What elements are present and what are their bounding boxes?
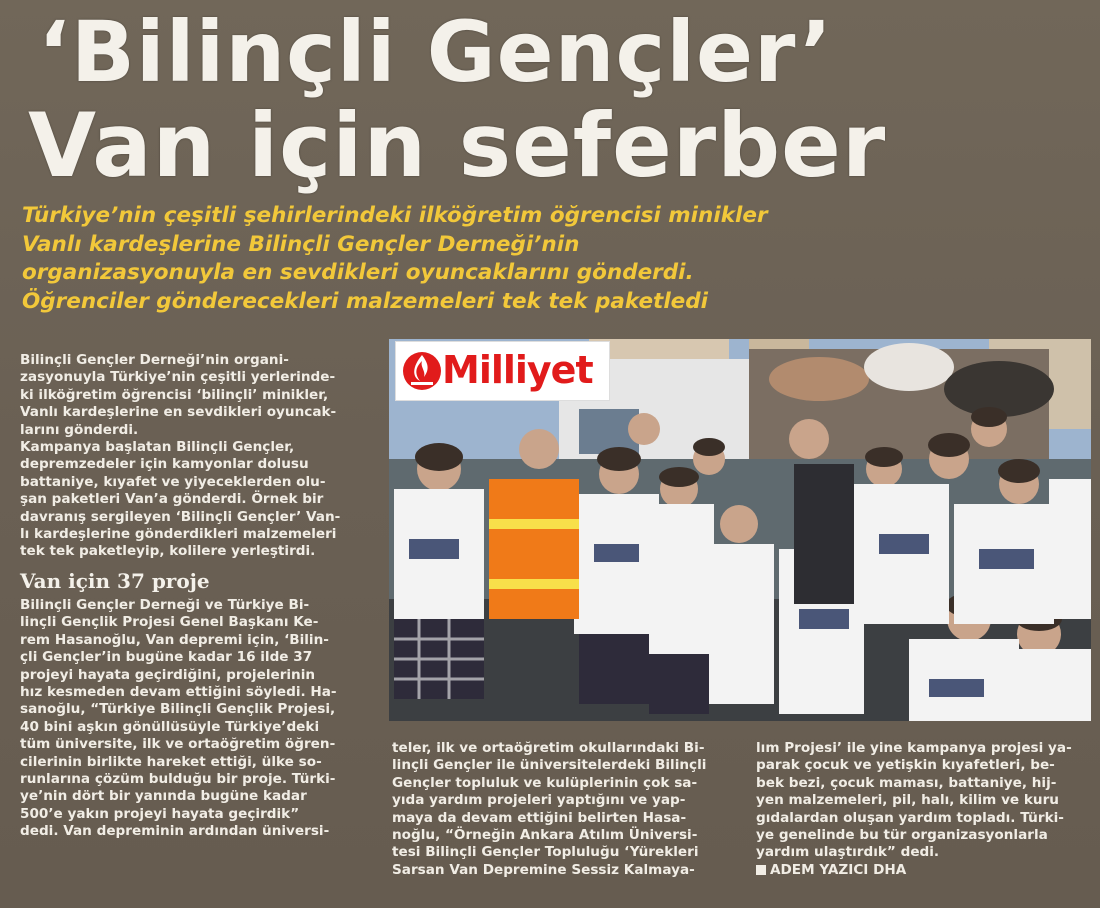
text-line: sanoğlu, “Türkiye Bilinçli Gençlik Projesi, — [20, 701, 336, 718]
text-line: dedi. Van depreminin ardından üniversi- — [20, 823, 330, 840]
text-line: zasyonuyla Türkiye’nin çeşitli yerlerinde- — [20, 369, 336, 386]
text-line: larını gönderdi. — [20, 421, 139, 438]
text-line: bek bezi, çocuk maması, battaniye, hij- — [756, 774, 1057, 791]
text-line: Vanlı kardeşlerine en sevdikleri oyuncak- — [20, 404, 337, 421]
text-line: davranış sergileyen ‘Bilinçli Gençler’ Van- — [20, 508, 341, 525]
text-line: Sarsan Van Depremine Sessiz Kalmaya- — [392, 861, 695, 878]
paragraph-1 — [20, 352, 372, 439]
text-line: tesi Bilinçli Gençler Topluluğu ‘Yürekleri — [392, 844, 699, 861]
text-line: linçli Gençler ile üniversitelerdeki Bilinçli — [392, 757, 707, 774]
subheading: Van için 37 proje — [20, 568, 210, 593]
deck-line: Vanlı kardeşlerine Bilinçli Gençler Derneği’nin — [22, 231, 580, 257]
logo-text: Milliyet — [442, 348, 593, 392]
headline-line-2: Van için seferber — [28, 94, 887, 197]
text-line: 40 bini aşkın gönüllüsüyle Türkiye’deki — [20, 718, 320, 735]
text-line: linçli Gençlik Projesi Genel Başkanı Ke- — [20, 614, 319, 631]
text-line: Kampanya başlatan Bilinçli Gençler, — [20, 439, 295, 456]
deck-line: organizasyonuyla en sevdikleri oyuncaklarını gönderdi. — [22, 260, 694, 285]
text-line: hız kesmeden devam ettiğini söyledi. Ha- — [20, 683, 337, 700]
text-line: depremzedeler için kamyonlar dolusu — [20, 456, 309, 473]
text-line: lım Projesi’ ile yine kampanya projesi ya- — [756, 740, 1072, 756]
deck — [22, 202, 1082, 316]
text-line: maya da devam ettiğini belirten Hasa- — [392, 809, 687, 826]
article-column-2 — [392, 740, 744, 879]
text-line: yardım ulaştırdık” dedi. — [756, 844, 940, 861]
paragraph-2 — [20, 439, 372, 561]
deck-line: Öğrenciler gönderecekleri malzemeleri tek tek paketledi — [22, 288, 709, 314]
article-column-1 — [20, 352, 372, 841]
text-line: gıdalardan oluşan yardım topladı. Türki- — [756, 809, 1064, 826]
paragraph-3 — [20, 597, 372, 841]
text-line: yıda yardım projeleri yaptığını ve yap- — [392, 792, 686, 809]
text-line: runlarına çözüm bulduğu bir proje. Türki- — [20, 770, 336, 787]
text-line: ye genelinde bu tür organizasyonlarla — [756, 827, 1048, 844]
text-line: projeyi hayata geçirdiğini, projelerinin — [20, 666, 316, 683]
text-line: şan paketleri Van’a gönderdi. Örnek bir — [20, 491, 324, 508]
text-line: lı kardeşlerine gönderdikleri malzemeleri — [20, 526, 337, 543]
headline-line-1: ‘Bilinçli Gençler’ — [38, 3, 833, 101]
text-line: çli Gençler’in bugüne kadar 16 ilde 37 — [20, 649, 313, 666]
text-line: rem Hasanoğlu, Van depremi için, ‘Bilin- — [20, 631, 329, 648]
byline: ADEM YAZICI DHA — [756, 862, 1092, 879]
text-line: ki ilköğretim öğrencisi ‘bilinçli’ minikler, — [20, 386, 329, 403]
article-column-3 — [756, 740, 1092, 879]
text-line: yen malzemeleri, pil, halı, kilim ve kuru — [756, 792, 1059, 809]
text-line: Gençler topluluk ve kulüplerinin çok sa- — [392, 774, 698, 791]
text-line: 500’e yakın projeyi hayata geçirdik” — [20, 805, 300, 822]
text-line: tek tek paketleyip, kolilere yerleştirdi. — [20, 543, 316, 560]
text-line: teler, ilk ve ortaöğretim okullarındaki Bi- — [392, 740, 705, 756]
text-line: tüm üniversite, ilk ve ortaöğretim öğren- — [20, 736, 336, 753]
text-line: Bilinçli Gençler Derneği ve Türkiye Bi- — [20, 596, 310, 613]
milliyet-logo — [395, 341, 610, 401]
deck-line: Türkiye’nin çeşitli şehirlerindeki ilköğretim öğrencisi minikler — [22, 203, 768, 228]
flame-icon — [402, 349, 442, 393]
text-line: Bilinçli Gençler Derneği’nin organi- — [20, 352, 289, 368]
text-line: parak çocuk ve yetişkin kıyafetleri, be- — [756, 757, 1055, 774]
text-line: noğlu, “Örneğin Ankara Atılım Üniversi- — [392, 827, 698, 844]
text-line: cilerinin birlikte hareket ettiği, ülke so- — [20, 753, 322, 770]
text-line: battaniye, kıyafet ve yiyeceklerden olu- — [20, 473, 326, 490]
text-line: ye’nin dört bir yanında bugüne kadar — [20, 788, 307, 805]
